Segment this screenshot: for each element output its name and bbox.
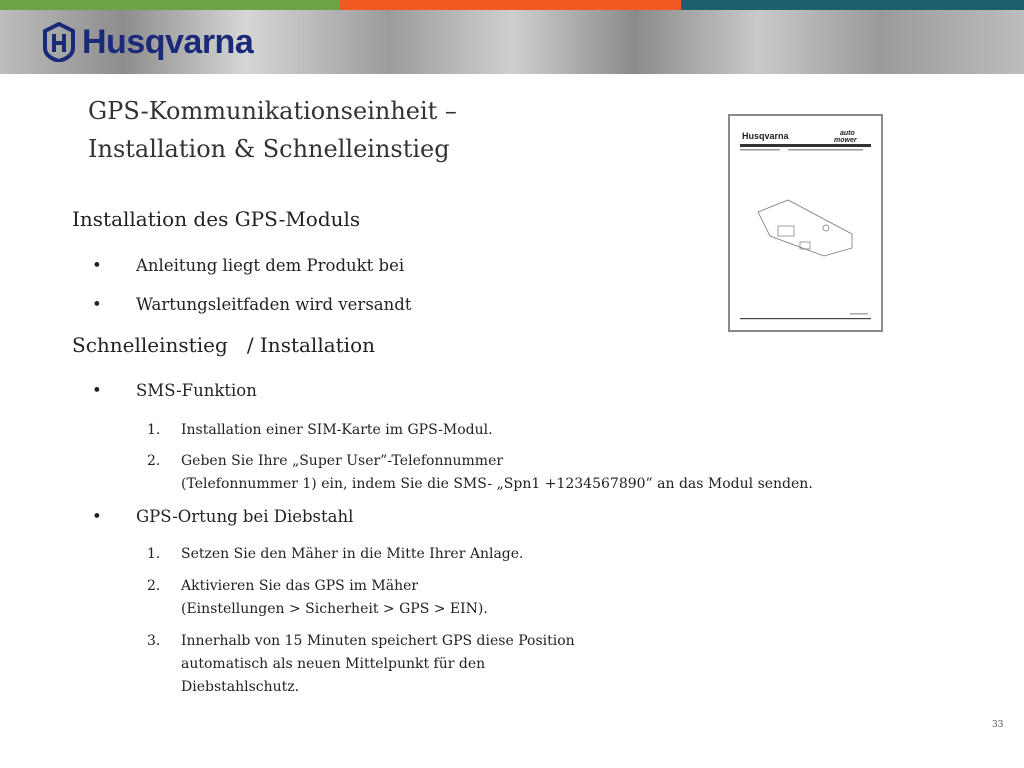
bullet-text: Wartungsleitfaden wird versandt	[136, 295, 412, 314]
step-number: 2.	[147, 453, 161, 469]
accent-stripe-orange	[340, 0, 681, 10]
accent-stripe-teal	[681, 0, 1024, 10]
step-text: Innerhalb von 15 Minuten speichert GPS diese Position	[181, 633, 575, 649]
bullet-icon: •	[92, 381, 102, 400]
step-text: Installation einer SIM-Karte im GPS-Modul.	[181, 422, 493, 438]
title-line-1: GPS-Kommunikationseinheit –	[88, 97, 457, 125]
bullet-icon: •	[92, 256, 102, 275]
husqvarna-logo	[40, 22, 253, 62]
brand-name: Husqvarna	[82, 23, 254, 61]
section-heading-installation: Installation des GPS-Moduls	[72, 207, 361, 231]
bullet-icon: •	[92, 507, 102, 526]
step-number: 3.	[147, 633, 161, 649]
thumbnail-brand: Husqvarna	[742, 131, 789, 141]
step-text: Geben Sie Ihre „Super User”-Telefonnummer	[181, 453, 504, 469]
header-banner	[0, 10, 1024, 74]
title-line-2: Installation & Schnelleinstieg	[88, 135, 450, 163]
step-number: 1.	[147, 546, 161, 562]
step-number: 1.	[147, 422, 161, 438]
manual-thumbnail	[728, 114, 883, 332]
slide-title	[88, 92, 457, 168]
step-text: (Einstellungen > Sicherheit > GPS > EIN).	[181, 601, 488, 617]
bullet-text-gps: GPS-Ortung bei Diebstahl	[136, 507, 354, 526]
thumbnail-logo-mower: mower	[834, 137, 857, 144]
thumbnail-logo-auto: auto	[840, 130, 855, 137]
step-text: Aktivieren Sie das GPS im Mäher	[181, 578, 419, 594]
step-text: (Telefonnummer 1) ein, indem Sie die SMS- „Spn1 +1234567890” an das Modul senden.	[181, 476, 813, 492]
husqvarna-crown-icon	[40, 22, 78, 62]
accent-stripe-green	[0, 0, 340, 10]
step-text: Setzen Sie den Mäher in die Mitte Ihrer Anlage.	[181, 546, 524, 562]
page-number: 33	[992, 720, 1004, 730]
step-text: Diebstahlschutz.	[181, 679, 300, 695]
step-number: 2.	[147, 578, 161, 594]
bullet-text-sms: SMS-Funktion	[136, 381, 257, 400]
bullet-text: Anleitung liegt dem Produkt bei	[136, 256, 405, 275]
step-text: automatisch als neuen Mittelpunkt für den	[181, 656, 486, 672]
section-heading-quickstart: Schnelleinstieg / Installation	[72, 333, 375, 357]
bullet-icon: •	[92, 295, 102, 314]
